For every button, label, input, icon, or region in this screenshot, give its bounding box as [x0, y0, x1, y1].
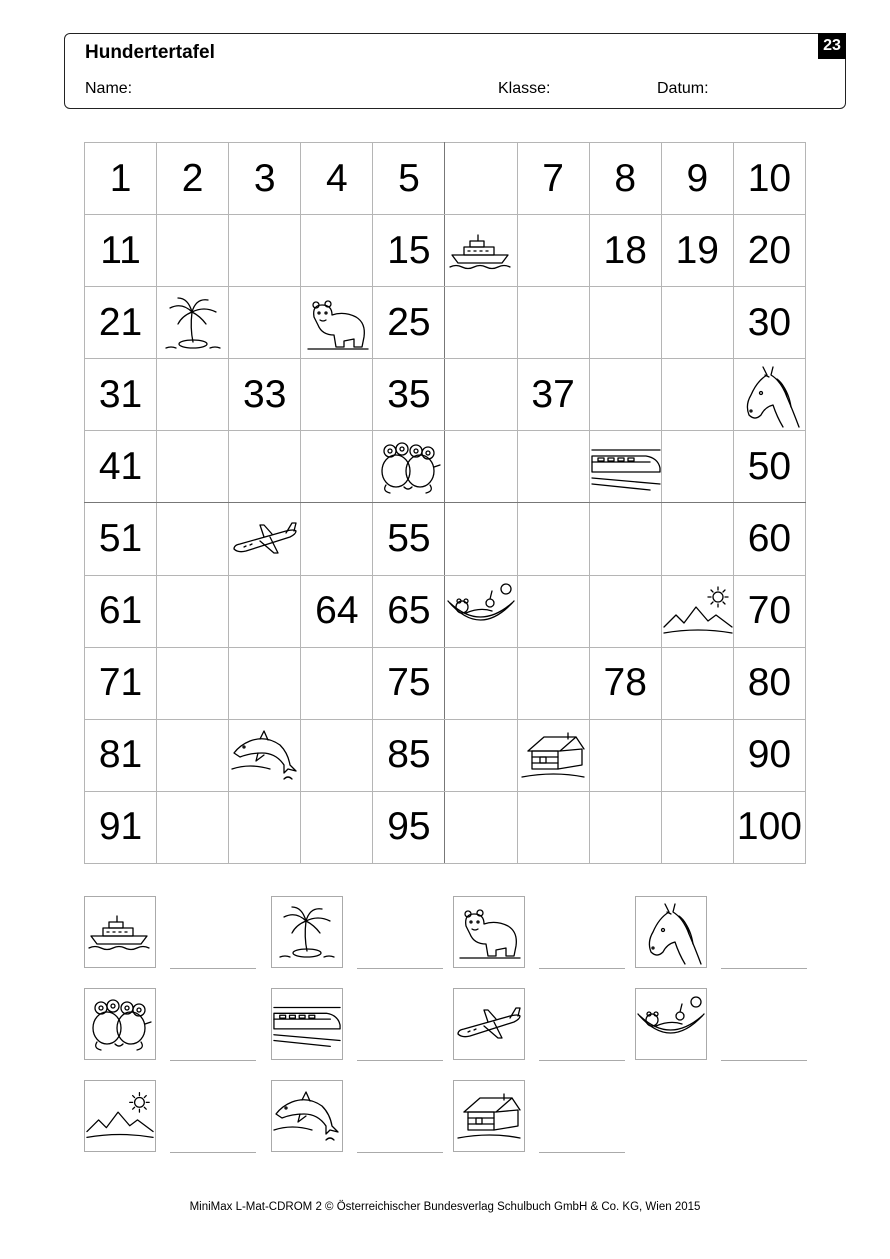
- grid-number: 85: [373, 719, 445, 791]
- grid-row: [85, 791, 806, 863]
- answer-line[interactable]: [539, 1152, 625, 1153]
- frogs-icon: [373, 431, 445, 503]
- grid-number: 65: [373, 575, 445, 647]
- worksheet-title: Hundertertafel: [85, 42, 215, 63]
- grid-number: 21: [85, 287, 157, 359]
- grid-row: [85, 287, 806, 359]
- answer-line[interactable]: [170, 1060, 256, 1061]
- grid-row: [85, 503, 806, 575]
- grid-number: 90: [733, 719, 805, 791]
- answer-line[interactable]: [357, 1152, 443, 1153]
- grid-empty-cell: [301, 215, 373, 287]
- grid-empty-cell: [661, 503, 733, 575]
- grid-number: 9: [661, 143, 733, 215]
- grid-empty-cell: [445, 503, 517, 575]
- grid-empty-cell: [661, 719, 733, 791]
- grid-empty-cell: [157, 359, 229, 431]
- ship-icon: [445, 215, 517, 287]
- grid-empty-cell: [445, 719, 517, 791]
- grid-empty-cell: [301, 647, 373, 719]
- grid-row: [85, 215, 806, 287]
- mountains-icon: [661, 575, 733, 647]
- grid-empty-cell: [301, 719, 373, 791]
- date-field-label: Datum:: [657, 80, 709, 97]
- mountains-icon: [84, 1080, 156, 1152]
- grid-number: 7: [517, 143, 589, 215]
- answer-line[interactable]: [539, 968, 625, 969]
- grid-empty-cell: [445, 143, 517, 215]
- frogs-icon: [84, 988, 156, 1060]
- grid-number: 3: [229, 143, 301, 215]
- grid-row: [85, 431, 806, 503]
- grid-number: 100: [733, 791, 805, 863]
- grid-number: 33: [229, 359, 301, 431]
- grid-empty-cell: [157, 575, 229, 647]
- hundred-chart: [84, 142, 806, 864]
- ship-icon: [84, 896, 156, 968]
- grid-empty-cell: [157, 791, 229, 863]
- cabin-icon: [517, 719, 589, 791]
- grid-empty-cell: [589, 359, 661, 431]
- grid-empty-cell: [517, 647, 589, 719]
- answer-line[interactable]: [539, 1060, 625, 1061]
- worksheet-header: [64, 33, 846, 109]
- grid-row: [85, 719, 806, 791]
- horse-icon: [733, 359, 805, 431]
- grid-number: 18: [589, 215, 661, 287]
- grid-number: 10: [733, 143, 805, 215]
- plane-icon: [229, 503, 301, 575]
- grid-empty-cell: [661, 791, 733, 863]
- grid-empty-cell: [229, 431, 301, 503]
- grid-empty-cell: [229, 575, 301, 647]
- train-icon: [271, 988, 343, 1060]
- page-number-badge: 23: [818, 33, 846, 59]
- grid-number: 1: [85, 143, 157, 215]
- copyright-footer: MiniMax L-Mat-CDROM 2 © Österreichischer Bundesverlag Schulbuch GmbH & Co. KG, Wien 2015: [189, 1201, 701, 1213]
- grid-empty-cell: [445, 791, 517, 863]
- grid-number: 37: [517, 359, 589, 431]
- grid-number: 75: [373, 647, 445, 719]
- grid-number: 81: [85, 719, 157, 791]
- grid-number: 50: [733, 431, 805, 503]
- grid-number: 2: [157, 143, 229, 215]
- grid-number: 30: [733, 287, 805, 359]
- grid-empty-cell: [229, 287, 301, 359]
- grid-number: 20: [733, 215, 805, 287]
- class-field-label: Klasse:: [498, 80, 551, 97]
- bear-icon: [453, 896, 525, 968]
- grid-empty-cell: [661, 647, 733, 719]
- grid-empty-cell: [445, 287, 517, 359]
- grid-empty-cell: [445, 359, 517, 431]
- grid-empty-cell: [517, 287, 589, 359]
- plane-icon: [453, 988, 525, 1060]
- horse-icon: [635, 896, 707, 968]
- cabin-icon: [453, 1080, 525, 1152]
- grid-number: 35: [373, 359, 445, 431]
- grid-row: [85, 647, 806, 719]
- dolphin-icon: [271, 1080, 343, 1152]
- hammock-icon: [445, 575, 517, 647]
- grid-empty-cell: [445, 431, 517, 503]
- answer-line[interactable]: [721, 1060, 807, 1061]
- grid-number: 64: [301, 575, 373, 647]
- grid-number: 71: [85, 647, 157, 719]
- grid-number: 11: [85, 215, 157, 287]
- grid-empty-cell: [301, 503, 373, 575]
- grid-number: 61: [85, 575, 157, 647]
- grid-empty-cell: [301, 431, 373, 503]
- grid-empty-cell: [157, 431, 229, 503]
- grid-number: 78: [589, 647, 661, 719]
- palm-icon: [157, 287, 229, 359]
- grid-empty-cell: [301, 359, 373, 431]
- grid-number: 8: [589, 143, 661, 215]
- train-icon: [589, 431, 661, 503]
- dolphin-icon: [229, 719, 301, 791]
- grid-empty-cell: [517, 503, 589, 575]
- grid-empty-cell: [589, 791, 661, 863]
- grid-empty-cell: [157, 719, 229, 791]
- answer-line[interactable]: [721, 968, 807, 969]
- grid-number: 80: [733, 647, 805, 719]
- grid-empty-cell: [157, 503, 229, 575]
- answer-line[interactable]: [357, 968, 443, 969]
- grid-empty-cell: [301, 791, 373, 863]
- grid-number: 15: [373, 215, 445, 287]
- grid-number: 4: [301, 143, 373, 215]
- grid-number: 5: [373, 143, 445, 215]
- answer-line[interactable]: [357, 1060, 443, 1061]
- grid-row: [85, 359, 806, 431]
- grid-empty-cell: [229, 791, 301, 863]
- name-field-label: Name:: [85, 80, 133, 97]
- grid-empty-cell: [445, 647, 517, 719]
- grid-number: 60: [733, 503, 805, 575]
- grid-empty-cell: [589, 575, 661, 647]
- grid-empty-cell: [229, 647, 301, 719]
- grid-number: 31: [85, 359, 157, 431]
- bear-icon: [301, 287, 373, 359]
- grid-empty-cell: [589, 719, 661, 791]
- grid-empty-cell: [589, 503, 661, 575]
- answer-line[interactable]: [170, 1152, 256, 1153]
- grid-number: 70: [733, 575, 805, 647]
- grid-number: 55: [373, 503, 445, 575]
- grid-empty-cell: [661, 431, 733, 503]
- grid-number: 51: [85, 503, 157, 575]
- answer-line[interactable]: [170, 968, 256, 969]
- grid-row: [85, 575, 806, 647]
- grid-empty-cell: [157, 647, 229, 719]
- grid-empty-cell: [517, 431, 589, 503]
- grid-number: 91: [85, 791, 157, 863]
- grid-empty-cell: [517, 791, 589, 863]
- grid-number: 25: [373, 287, 445, 359]
- grid-number: 41: [85, 431, 157, 503]
- grid-empty-cell: [229, 215, 301, 287]
- grid-empty-cell: [517, 575, 589, 647]
- grid-empty-cell: [157, 215, 229, 287]
- grid-empty-cell: [661, 359, 733, 431]
- grid-number: 19: [661, 215, 733, 287]
- grid-empty-cell: [589, 287, 661, 359]
- hammock-icon: [635, 988, 707, 1060]
- grid-empty-cell: [661, 287, 733, 359]
- grid-empty-cell: [517, 215, 589, 287]
- palm-icon: [271, 896, 343, 968]
- grid-number: 95: [373, 791, 445, 863]
- grid-row: [85, 143, 806, 215]
